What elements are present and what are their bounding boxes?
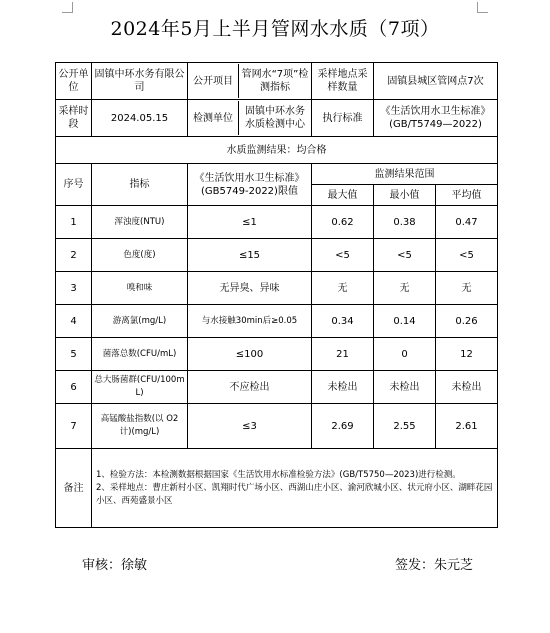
row-limit: 与水接触30min后≥0.05 <box>188 305 312 338</box>
table-row <box>56 272 498 305</box>
row-max: 2.69 <box>312 404 374 449</box>
row-max: 0.34 <box>312 305 374 338</box>
test-unit-label: 检测单位 <box>188 101 239 135</box>
table-row <box>56 239 498 272</box>
remarks-line-2: 2、采样地点：曹庄新村小区、凯翔时代广场小区、西湖山庄小区、渝河欣城小区、状元府小区、湖畔花园小区、西苑盛景小区 <box>96 482 493 506</box>
row-indicator: 高锰酸盐指数(以 O2 计)(mg/L) <box>92 404 188 449</box>
test-unit-value: 固镇中环水务水质检测中心 <box>245 106 305 130</box>
row-min: 0.38 <box>374 206 436 239</box>
table-row <box>56 404 498 449</box>
row-min: <5 <box>374 239 436 272</box>
table-row <box>56 371 498 404</box>
row-avg: 0.47 <box>436 206 498 239</box>
standard-label: 执行标准 <box>312 100 374 137</box>
pub-unit-label: 公开单位 <box>56 63 92 100</box>
row-max: <5 <box>312 239 374 272</box>
header-row-1 <box>56 63 498 100</box>
row-limit: ≤3 <box>188 404 312 449</box>
row-indicator: 菌落总数(CFU/mL) <box>92 338 188 371</box>
column-header-row-1 <box>56 164 498 185</box>
row-limit: ≤15 <box>188 239 312 272</box>
col-avg: 平均值 <box>436 185 498 206</box>
row-min: 2.55 <box>374 404 436 449</box>
row-no: 3 <box>56 272 92 305</box>
row-avg: 2.61 <box>436 404 498 449</box>
row-limit: 无异臭、异味 <box>188 272 312 305</box>
col-max: 最大值 <box>312 185 374 206</box>
row-min: 无 <box>374 272 436 305</box>
page-corner-mark-right <box>477 2 488 13</box>
row-avg: <5 <box>436 239 498 272</box>
remarks-line-1: 1、检验方法：本检测数据根据国家《生活饮用水标准检验方法》(GB/T5750—2023)进行检测。 <box>96 469 461 480</box>
row-no: 6 <box>56 371 92 404</box>
row-indicator: 嗅和味 <box>92 272 188 305</box>
pub-unit-value: 固镇中环水务有限公司 <box>92 63 188 100</box>
water-quality-table <box>55 62 498 528</box>
sample-label: 采样地点采样数量 <box>312 63 374 100</box>
summary-row <box>56 137 498 164</box>
col-no: 序号 <box>56 164 92 206</box>
row-limit: 不应检出 <box>188 371 312 404</box>
remarks-label: 备注 <box>56 449 92 528</box>
table-row <box>56 206 498 239</box>
row-max: 未检出 <box>312 371 374 404</box>
remarks-content <box>92 449 498 528</box>
reviewer-signature: 审核：徐敏 <box>82 558 148 573</box>
pub-item-label: 公开项目 <box>188 64 239 98</box>
row-no: 4 <box>56 305 92 338</box>
test-unit-cell <box>188 100 312 137</box>
row-indicator: 色度(度) <box>92 239 188 272</box>
row-max: 21 <box>312 338 374 371</box>
sample-time-value: 2024.05.15 <box>92 100 188 137</box>
row-max: 0.62 <box>312 206 374 239</box>
row-indicator: 游离氯(mg/L) <box>92 305 188 338</box>
row-min: 0.14 <box>374 305 436 338</box>
document-title: 2024年5月上半月管网水水质（7项） <box>110 18 440 40</box>
row-indicator: 总大肠菌群(CFU/100mL) <box>92 371 188 404</box>
sample-value: 固镇县城区管网点7次 <box>374 63 498 100</box>
row-limit: ≤1 <box>188 206 312 239</box>
remarks-row <box>56 449 498 528</box>
row-max: 无 <box>312 272 374 305</box>
row-indicator: 浑浊度(NTU) <box>92 206 188 239</box>
row-limit: ≤100 <box>188 338 312 371</box>
table-row <box>56 305 498 338</box>
pub-item-value: 管网水“7项”检测指标 <box>241 69 309 93</box>
row-no: 2 <box>56 239 92 272</box>
col-range: 监测结果范围 <box>312 164 498 185</box>
summary-text: 水质监测结果：均合格 <box>56 137 498 164</box>
col-min: 最小值 <box>374 185 436 206</box>
pub-item-cell <box>188 63 312 100</box>
row-avg: 未检出 <box>436 371 498 404</box>
row-min: 未检出 <box>374 371 436 404</box>
row-avg: 无 <box>436 272 498 305</box>
row-no: 1 <box>56 206 92 239</box>
table-row <box>56 338 498 371</box>
header-row-2 <box>56 100 498 137</box>
col-indicator: 指标 <box>92 164 188 206</box>
issuer-signature: 签发：朱元芝 <box>395 558 474 573</box>
sample-time-label: 采样时段 <box>56 100 92 137</box>
row-min: 0 <box>374 338 436 371</box>
page-corner-mark-left <box>62 2 73 13</box>
row-avg: 0.26 <box>436 305 498 338</box>
row-no: 7 <box>56 404 92 449</box>
col-limit: 《生活饮用水卫生标准》(GB5749-2022)限值 <box>188 164 312 206</box>
standard-value: 《生活饮用水卫生标准》(GB/T5749—2022) <box>374 100 498 137</box>
row-no: 5 <box>56 338 92 371</box>
row-avg: 12 <box>436 338 498 371</box>
